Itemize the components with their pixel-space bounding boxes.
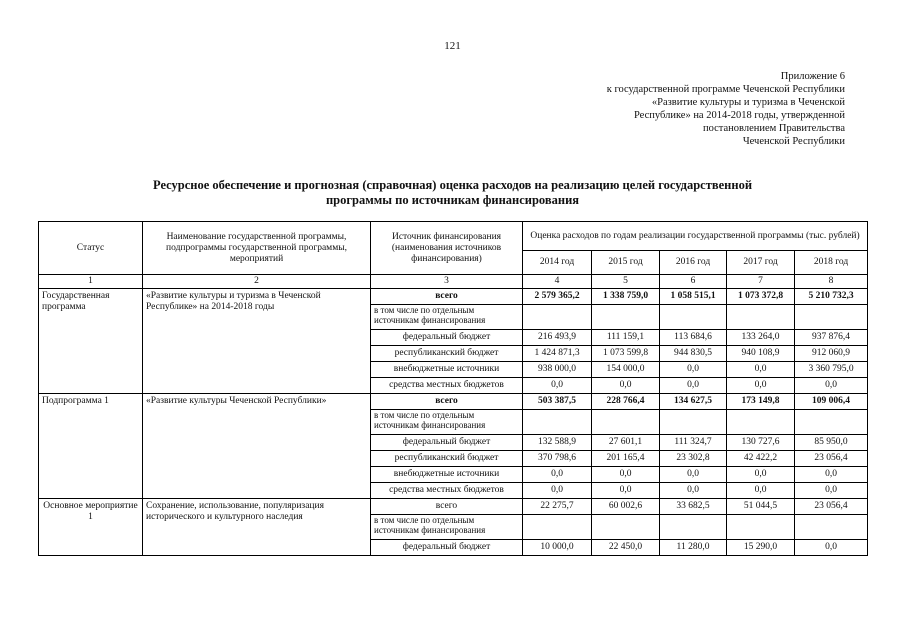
value-cell: 0,0 <box>727 483 795 499</box>
value-cell <box>523 410 592 435</box>
source-cell: федеральный бюджет <box>371 330 523 346</box>
value-cell: 60 002,6 <box>592 499 660 515</box>
value-cell: 134 627,5 <box>660 394 727 410</box>
table-body <box>39 289 868 556</box>
status-cell: Государственная программа <box>39 289 143 394</box>
value-cell: 0,0 <box>592 378 660 394</box>
appendix-line: «Развитие культуры и туризма в Чеченской <box>651 97 845 108</box>
source-cell: в том числе по отдельным источникам финансирования <box>371 305 523 330</box>
status-cell: Подпрограмма 1 <box>39 394 143 499</box>
program-name-cell: «Развитие культуры Чеченской Республики» <box>143 394 371 499</box>
value-cell: 33 682,5 <box>660 499 727 515</box>
value-cell: 130 727,6 <box>727 435 795 451</box>
source-cell: в том числе по отдельным источникам финансирования <box>371 410 523 435</box>
column-number: 3 <box>371 275 523 289</box>
value-cell: 27 601,1 <box>592 435 660 451</box>
column-number: 8 <box>795 275 868 289</box>
program-name-cell: Сохранение, использование, популяризация исторического и культурного наследия <box>143 499 371 556</box>
value-cell <box>727 305 795 330</box>
value-cell: 22 275,7 <box>523 499 592 515</box>
value-cell <box>592 515 660 540</box>
value-cell: 0,0 <box>523 467 592 483</box>
column-number: 5 <box>592 275 660 289</box>
value-cell: 0,0 <box>727 362 795 378</box>
value-cell <box>660 305 727 330</box>
appendix-line: Чеченской Республики <box>742 136 845 147</box>
header-year: 2018 год <box>795 251 868 275</box>
page-number: 121 <box>444 40 461 52</box>
value-cell: 1 073 599,8 <box>592 346 660 362</box>
title-line: программы по источникам финансирования <box>325 193 580 207</box>
value-cell: 85 950,0 <box>795 435 868 451</box>
value-cell: 173 149,8 <box>727 394 795 410</box>
appendix-note <box>545 70 845 148</box>
source-cell: средства местных бюджетов <box>371 378 523 394</box>
column-number: 1 <box>39 275 143 289</box>
value-cell: 0,0 <box>660 483 727 499</box>
value-cell: 912 060,9 <box>795 346 868 362</box>
value-cell: 133 264,0 <box>727 330 795 346</box>
value-cell: 22 450,0 <box>592 540 660 556</box>
source-cell: федеральный бюджет <box>371 540 523 556</box>
value-cell: 0,0 <box>660 378 727 394</box>
value-cell: 0,0 <box>795 483 868 499</box>
column-number: 6 <box>660 275 727 289</box>
value-cell: 51 044,5 <box>727 499 795 515</box>
value-cell: 0,0 <box>795 467 868 483</box>
source-cell: внебюджетные источники <box>371 362 523 378</box>
value-cell: 132 588,9 <box>523 435 592 451</box>
value-cell: 1 338 759,0 <box>592 289 660 305</box>
value-cell: 216 493,9 <box>523 330 592 346</box>
source-cell: федеральный бюджет <box>371 435 523 451</box>
header-estimate: Оценка расходов по годам реализации государственной программы (тыс. рублей) <box>523 222 868 251</box>
source-cell: всего <box>371 289 523 305</box>
value-cell: 42 422,2 <box>727 451 795 467</box>
source-cell: республиканский бюджет <box>371 346 523 362</box>
value-cell: 503 387,5 <box>523 394 592 410</box>
value-cell <box>523 515 592 540</box>
value-cell: 0,0 <box>660 467 727 483</box>
value-cell <box>727 515 795 540</box>
appendix-line: Приложение 6 <box>780 71 845 82</box>
financing-table <box>38 221 868 556</box>
source-cell: всего <box>371 499 523 515</box>
value-cell <box>795 515 868 540</box>
value-cell: 0,0 <box>727 467 795 483</box>
value-cell: 2 579 365,2 <box>523 289 592 305</box>
value-cell: 23 302,8 <box>660 451 727 467</box>
value-cell: 0,0 <box>523 483 592 499</box>
status-cell: Основное мероприятие 1 <box>39 499 143 556</box>
value-cell: 370 798,6 <box>523 451 592 467</box>
value-cell: 5 210 732,3 <box>795 289 868 305</box>
value-cell <box>795 305 868 330</box>
value-cell: 201 165,4 <box>592 451 660 467</box>
value-cell: 0,0 <box>660 362 727 378</box>
value-cell: 944 830,5 <box>660 346 727 362</box>
value-cell: 937 876,4 <box>795 330 868 346</box>
source-cell: в том числе по отдельным источникам финансирования <box>371 515 523 540</box>
value-cell <box>727 410 795 435</box>
value-cell <box>795 410 868 435</box>
table-row <box>39 394 868 410</box>
value-cell: 1 424 871,3 <box>523 346 592 362</box>
source-cell: всего <box>371 394 523 410</box>
header-year: 2014 год <box>523 251 592 275</box>
value-cell: 154 000,0 <box>592 362 660 378</box>
value-cell: 113 684,6 <box>660 330 727 346</box>
table-row <box>39 289 868 305</box>
value-cell <box>523 305 592 330</box>
source-cell: средства местных бюджетов <box>371 483 523 499</box>
value-cell <box>660 515 727 540</box>
value-cell: 111 159,1 <box>592 330 660 346</box>
source-cell: внебюджетные источники <box>371 467 523 483</box>
value-cell: 1 073 372,8 <box>727 289 795 305</box>
header-name: Наименование государственной программы, подпрограммы государственной программы, мероприятий <box>143 222 371 275</box>
table-row <box>39 499 868 515</box>
value-cell: 10 000,0 <box>523 540 592 556</box>
header-status: Статус <box>39 222 143 275</box>
value-cell: 111 324,7 <box>660 435 727 451</box>
value-cell: 940 108,9 <box>727 346 795 362</box>
value-cell: 11 280,0 <box>660 540 727 556</box>
value-cell: 1 058 515,1 <box>660 289 727 305</box>
value-cell: 0,0 <box>592 467 660 483</box>
value-cell: 228 766,4 <box>592 394 660 410</box>
header-year: 2015 год <box>592 251 660 275</box>
value-cell <box>660 410 727 435</box>
value-cell: 0,0 <box>795 378 868 394</box>
appendix-line: к государственной программе Чеченской Республики <box>606 84 845 95</box>
value-cell: 0,0 <box>523 378 592 394</box>
header-source: Источник финансирования (наименования источников финансирования) <box>371 222 523 275</box>
appendix-line: постановлением Правительства <box>702 123 845 134</box>
column-number: 7 <box>727 275 795 289</box>
value-cell: 23 056,4 <box>795 499 868 515</box>
value-cell: 938 000,0 <box>523 362 592 378</box>
title-line: Ресурсное обеспечение и прогнозная (справочная) оценка расходов на реализацию целей государственной <box>152 178 753 192</box>
header-year: 2017 год <box>727 251 795 275</box>
document-title <box>60 178 845 208</box>
value-cell <box>592 305 660 330</box>
column-number: 2 <box>143 275 371 289</box>
value-cell: 3 360 795,0 <box>795 362 868 378</box>
value-cell: 23 056,4 <box>795 451 868 467</box>
value-cell <box>592 410 660 435</box>
value-cell: 0,0 <box>592 483 660 499</box>
appendix-line: Республике» на 2014-2018 годы, утвержденной <box>633 110 845 121</box>
value-cell: 0,0 <box>727 378 795 394</box>
value-cell: 15 290,0 <box>727 540 795 556</box>
header-year: 2016 год <box>660 251 727 275</box>
value-cell: 109 006,4 <box>795 394 868 410</box>
value-cell: 0,0 <box>795 540 868 556</box>
column-number: 4 <box>523 275 592 289</box>
source-cell: республиканский бюджет <box>371 451 523 467</box>
program-name-cell: «Развитие культуры и туризма в Чеченской Республике» на 2014-2018 годы <box>143 289 371 394</box>
